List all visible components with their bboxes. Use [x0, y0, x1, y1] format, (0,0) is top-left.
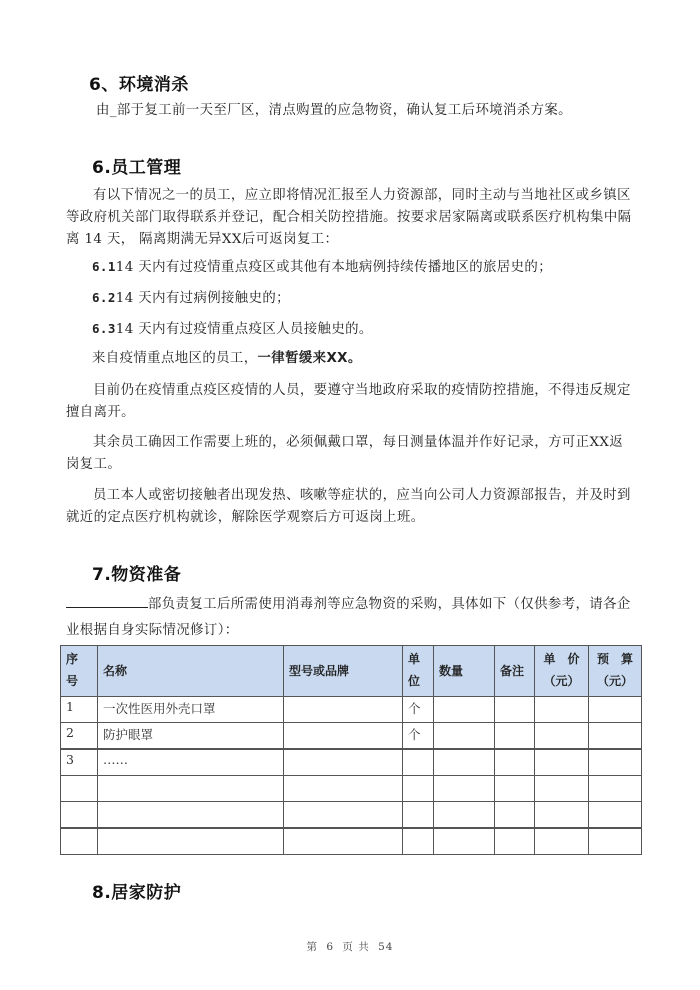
cell-remark[interactable] [495, 749, 535, 776]
page-footer [0, 939, 700, 954]
cell-seq[interactable]: 3 [61, 749, 98, 776]
table-row [61, 697, 642, 723]
table-row [61, 723, 642, 750]
header-unit: 单 位 [403, 646, 434, 697]
cell-quantity[interactable] [434, 723, 495, 750]
cell-unit[interactable]: 个 [403, 697, 434, 723]
heading-staff-management: 6.员工管理 [92, 158, 182, 178]
cell-quantity[interactable] [434, 828, 495, 855]
cell-model[interactable] [284, 802, 403, 829]
header-remark: 备注 [495, 646, 535, 697]
list-item-6-1 [92, 256, 637, 279]
header-budget: 预 算 （元） [589, 646, 642, 697]
cell-remark[interactable] [495, 802, 535, 829]
list-item-6-3 [92, 318, 637, 341]
table-row [61, 776, 642, 802]
cell-unit[interactable] [403, 802, 434, 829]
cell-remark[interactable] [495, 776, 535, 802]
cell-unit[interactable] [403, 776, 434, 802]
cell-model[interactable] [284, 749, 403, 776]
cell-budget[interactable] [589, 776, 642, 802]
cell-unit-price[interactable] [535, 776, 589, 802]
list-item-text: 14 天内有过病例接触史的； [115, 291, 290, 306]
header-seq: 序 号 [61, 646, 98, 697]
heading-env-disinfection: 6、环境消杀 [89, 75, 189, 95]
list-item-number: 6.3 [92, 321, 116, 336]
key-area-emphasis: 一律暂缓来XX。 [257, 351, 362, 366]
cell-unit[interactable] [403, 749, 434, 776]
heading-home-protection: 8.居家防护 [92, 883, 182, 903]
footer-middle: 页 共 [342, 941, 370, 953]
department-blank-field[interactable] [66, 593, 148, 608]
table-row [61, 828, 642, 855]
cell-quantity[interactable] [434, 802, 495, 829]
cell-unit[interactable] [403, 828, 434, 855]
cell-name[interactable]: …… [98, 749, 284, 776]
cell-budget[interactable] [589, 802, 642, 829]
list-item-text: 14 天内有过疫情重点疫区人员接触史的。 [115, 322, 373, 337]
cell-quantity[interactable] [434, 697, 495, 723]
header-quantity: 数量 [434, 646, 495, 697]
cell-name[interactable] [98, 828, 284, 855]
cell-unit[interactable]: 个 [403, 723, 434, 750]
cell-quantity[interactable] [434, 749, 495, 776]
key-area-text: 来自疫情重点地区的员工， [92, 351, 258, 366]
cell-name[interactable] [98, 776, 284, 802]
cell-model[interactable] [284, 828, 403, 855]
heading-supplies: 7.物资准备 [92, 565, 182, 585]
cell-seq[interactable] [61, 776, 98, 802]
paragraph-symptoms: 员工本人或密切接触者出现发热、咳嗽等症状的，应当向公司人力资源部报告，并及时到就近的定点医疗机构就诊，解除医学观察后方可返岗上班。 [66, 488, 631, 525]
cell-seq[interactable] [61, 802, 98, 829]
paragraph-env-disinfection: 由_部于复工前一天至厂区，清点购置的应急物资，确认复工后环境消杀方案。 [96, 103, 572, 118]
cell-seq[interactable] [61, 828, 98, 855]
table-row [61, 802, 642, 829]
cell-model[interactable] [284, 723, 403, 750]
cell-unit-price[interactable] [535, 749, 589, 776]
header-model: 型号或品牌 [284, 646, 403, 697]
list-item-number: 6.2 [92, 290, 116, 305]
cell-budget[interactable] [589, 723, 642, 750]
cell-seq[interactable]: 2 [61, 723, 98, 750]
list-item-text: 14 天内有过疫情重点疫区或其他有本地病例持续传播地区的旅居史的； [115, 260, 552, 275]
cell-budget[interactable] [589, 828, 642, 855]
table-header-row [61, 646, 642, 697]
cell-unit-price[interactable] [535, 697, 589, 723]
paragraph-stay-in-area: 目前仍在疫情重点疫区疫情的人员，要遵守当地政府采取的疫情防控措施，不得违反规定擅自离开。 [66, 383, 631, 420]
supplies-table [60, 645, 642, 855]
header-unit-price: 单 价 （元） [535, 646, 589, 697]
cell-seq[interactable]: 1 [61, 697, 98, 723]
cell-budget[interactable] [589, 749, 642, 776]
cell-unit-price[interactable] [535, 828, 589, 855]
cell-remark[interactable] [495, 828, 535, 855]
paragraph-staff-intro: 有以下情况之一的员工，应立即将情况汇报至人力资源部，同时主动与当地社区或乡镇区等政府机关部门取得联系并登记，配合相关防控措施。按要求居家隔离或联系医疗机构集中隔离 14 天， 隔离期满无异XX后可返岗复工： [66, 188, 632, 247]
cell-unit-price[interactable] [535, 723, 589, 750]
cell-budget[interactable] [589, 697, 642, 723]
supplies-text: 部负责复工后所需使用消毒剂等应急物资的采购，具体如下（仅供参考，请各企业根据自身实际情况修订）： [66, 597, 631, 638]
cell-remark[interactable] [495, 723, 535, 750]
cell-name[interactable]: 一次性医用外壳口罩 [98, 697, 284, 723]
paragraph-return-to-work: 其余员工确因工作需要上班的，必须佩戴口罩，每日测量体温并作好记录，方可正XX返岗复工。 [66, 435, 624, 472]
paragraph-supplies [66, 592, 636, 644]
footer-total-pages: 54 [378, 941, 394, 953]
header-name: 名称 [98, 646, 284, 697]
cell-name[interactable]: 防护眼罩 [98, 723, 284, 750]
table-row [61, 749, 642, 776]
paragraph-key-area [92, 348, 637, 370]
list-item-number: 6.1 [92, 259, 116, 274]
footer-page-number: 6 [326, 941, 335, 953]
list-item-6-2 [92, 287, 637, 310]
cell-model[interactable] [284, 697, 403, 723]
cell-remark[interactable] [495, 697, 535, 723]
cell-unit-price[interactable] [535, 802, 589, 829]
cell-model[interactable] [284, 776, 403, 802]
cell-quantity[interactable] [434, 776, 495, 802]
cell-name[interactable] [98, 802, 284, 829]
footer-prefix: 第 [306, 941, 319, 953]
